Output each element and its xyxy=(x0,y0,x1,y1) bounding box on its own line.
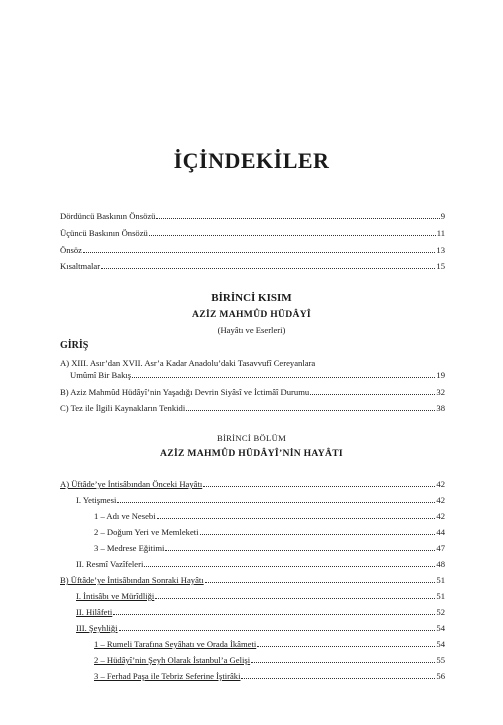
dot-leader xyxy=(155,591,435,599)
toc-page-number: 47 xyxy=(436,543,445,553)
toc-entry-label: I. İntisâbı ve Mürîdliği xyxy=(76,591,155,601)
toc-page-number: 51 xyxy=(436,591,445,601)
toc-page-number: 15 xyxy=(436,261,445,271)
toc-page-number: 55 xyxy=(436,655,445,665)
part-subheading: AZİZ MAHMÛD HÜDÂYÎ xyxy=(192,309,311,320)
toc-entry-giris-a-line1[interactable]: A) XIII. Asır’dan XVII. Asr’a Kadar Anadolu’daki Tasavvufî Cereyanlara xyxy=(60,358,316,368)
toc-entry-label: 3 – Medrese Eğitimi xyxy=(94,543,165,553)
dot-leader xyxy=(251,655,435,663)
toc-entry-label: 1 – Rumeli Tarafına Seyâhatı ve Orada İkâmeti xyxy=(94,639,257,649)
toc-entry-label: C) Tez ile İlgili Kaynakların Tenkidi xyxy=(60,403,186,413)
toc-entry-ch1-b-iii-1[interactable] xyxy=(94,639,445,650)
dot-leader xyxy=(257,639,435,647)
dot-leader xyxy=(132,370,435,378)
dot-leader xyxy=(149,228,436,236)
dot-leader xyxy=(113,607,435,615)
toc-entry-label: III. Şeyhliği xyxy=(76,623,118,633)
toc-page-number: 13 xyxy=(436,245,445,255)
toc-entry-ch1-b-ii[interactable] xyxy=(76,607,445,618)
dot-leader xyxy=(186,403,435,411)
dot-leader xyxy=(156,211,439,219)
toc-entry-label: Kısaltmalar xyxy=(60,261,101,271)
page-title: İÇİNDEKİLER xyxy=(173,148,330,173)
toc-entry-ch1-a-i-3[interactable] xyxy=(94,543,445,554)
dot-leader xyxy=(200,527,436,535)
toc-entry-label: 1 – Adı ve Nesebi xyxy=(94,511,156,521)
toc-entry-label: Önsöz xyxy=(60,245,82,255)
toc-page-number: 11 xyxy=(436,228,445,238)
dot-leader xyxy=(101,261,435,269)
toc-entry-label: 2 – Doğum Yeri ve Memleketi xyxy=(94,527,199,537)
toc-entry-ch1-b[interactable] xyxy=(60,575,445,586)
toc-entry-label: B) Üftâde’ye İntisâbından Sonraki Hayâtı xyxy=(60,575,204,585)
chapter-subheading: AZİZ MAHMÛD HÜDÂYÎ’NİN HAYÂTI xyxy=(160,448,343,459)
toc-entry-ch1-a-i[interactable] xyxy=(76,495,445,506)
toc-entry-kisaltmalar[interactable] xyxy=(60,261,445,272)
dot-leader xyxy=(144,559,435,567)
toc-page-number: 42 xyxy=(436,495,445,505)
toc-entry-label: I. Yetişmesi xyxy=(76,495,117,505)
toc-entry-label: Umûmî Bir Bakış xyxy=(70,370,132,380)
toc-entry-label: II. Hilâfeti xyxy=(76,607,113,617)
toc-page-number: 9 xyxy=(440,211,445,221)
toc-page-number: 54 xyxy=(436,623,445,633)
dot-leader xyxy=(165,543,435,551)
dot-leader xyxy=(310,387,435,395)
toc-entry-ucuncu-baski[interactable] xyxy=(60,228,445,239)
toc-page-number: 19 xyxy=(436,370,445,380)
toc-entry-dorduncu-baski[interactable] xyxy=(60,211,445,222)
dot-leader xyxy=(241,671,435,679)
toc-page-number: 56 xyxy=(436,671,445,681)
toc-entry-giris-b[interactable] xyxy=(60,387,445,398)
toc-entry-ch1-b-iii-2[interactable] xyxy=(94,655,445,666)
toc-page-number: 42 xyxy=(436,511,445,521)
toc-entry-giris-a[interactable] xyxy=(70,370,445,381)
dot-leader xyxy=(119,623,436,631)
toc-entry-ch1-a[interactable] xyxy=(60,479,445,490)
part-note: (Hayâtı ve Eserleri) xyxy=(217,325,286,335)
toc-page-number: 42 xyxy=(436,479,445,489)
chapter-heading: BİRİNCİ BÖLÜM xyxy=(216,433,287,443)
part-heading: BİRİNCİ KISIM xyxy=(211,292,292,304)
giris-heading: GİRİŞ xyxy=(60,340,89,351)
toc-entry-ch1-b-iii[interactable] xyxy=(76,623,445,634)
toc-page-number: 44 xyxy=(436,527,445,537)
toc-entry-label: Dördüncü Baskının Önsözü xyxy=(60,211,156,221)
toc-entry-ch1-b-i[interactable] xyxy=(76,591,445,602)
toc-page-number: 38 xyxy=(436,403,445,413)
toc-page-number: 32 xyxy=(436,387,445,397)
toc-entry-label: Üçüncü Baskının Önsözü xyxy=(60,228,148,238)
toc-entry-ch1-a-ii[interactable] xyxy=(76,559,445,570)
toc-entry-label: 3 – Ferhad Paşa ile Tebriz Seferine İştirâki xyxy=(94,671,241,681)
toc-page-number: 51 xyxy=(436,575,445,585)
toc-page-number: 54 xyxy=(436,639,445,649)
dot-leader xyxy=(83,245,435,253)
toc-page-number: 52 xyxy=(436,607,445,617)
dot-leader xyxy=(205,575,436,583)
toc-entry-label: B) Aziz Mahmûd Hüdâyî’nin Yaşadığı Devrin Siyâsî ve İctimâî Durumu xyxy=(60,387,310,397)
dot-leader xyxy=(117,495,435,503)
toc-page-number: 48 xyxy=(436,559,445,569)
toc-entry-label: A) Üftâde’ye İntisâbından Önceki Hayâtı xyxy=(60,479,203,489)
toc-entry-ch1-a-i-2[interactable] xyxy=(94,527,445,538)
toc-entry-label: II. Resmî Vazîfeleri xyxy=(76,559,144,569)
toc-entry-onsoz[interactable] xyxy=(60,245,445,256)
toc-entry-ch1-b-iii-3[interactable] xyxy=(94,671,445,682)
toc-entry-ch1-a-i-1[interactable] xyxy=(94,511,445,522)
dot-leader xyxy=(157,511,436,519)
toc-entry-label: 2 – Hüdâyî’nin Şeyh Olarak İstanbul’a Gelişi xyxy=(94,655,251,665)
toc-entry-giris-c[interactable] xyxy=(60,403,445,414)
dot-leader xyxy=(203,479,435,487)
